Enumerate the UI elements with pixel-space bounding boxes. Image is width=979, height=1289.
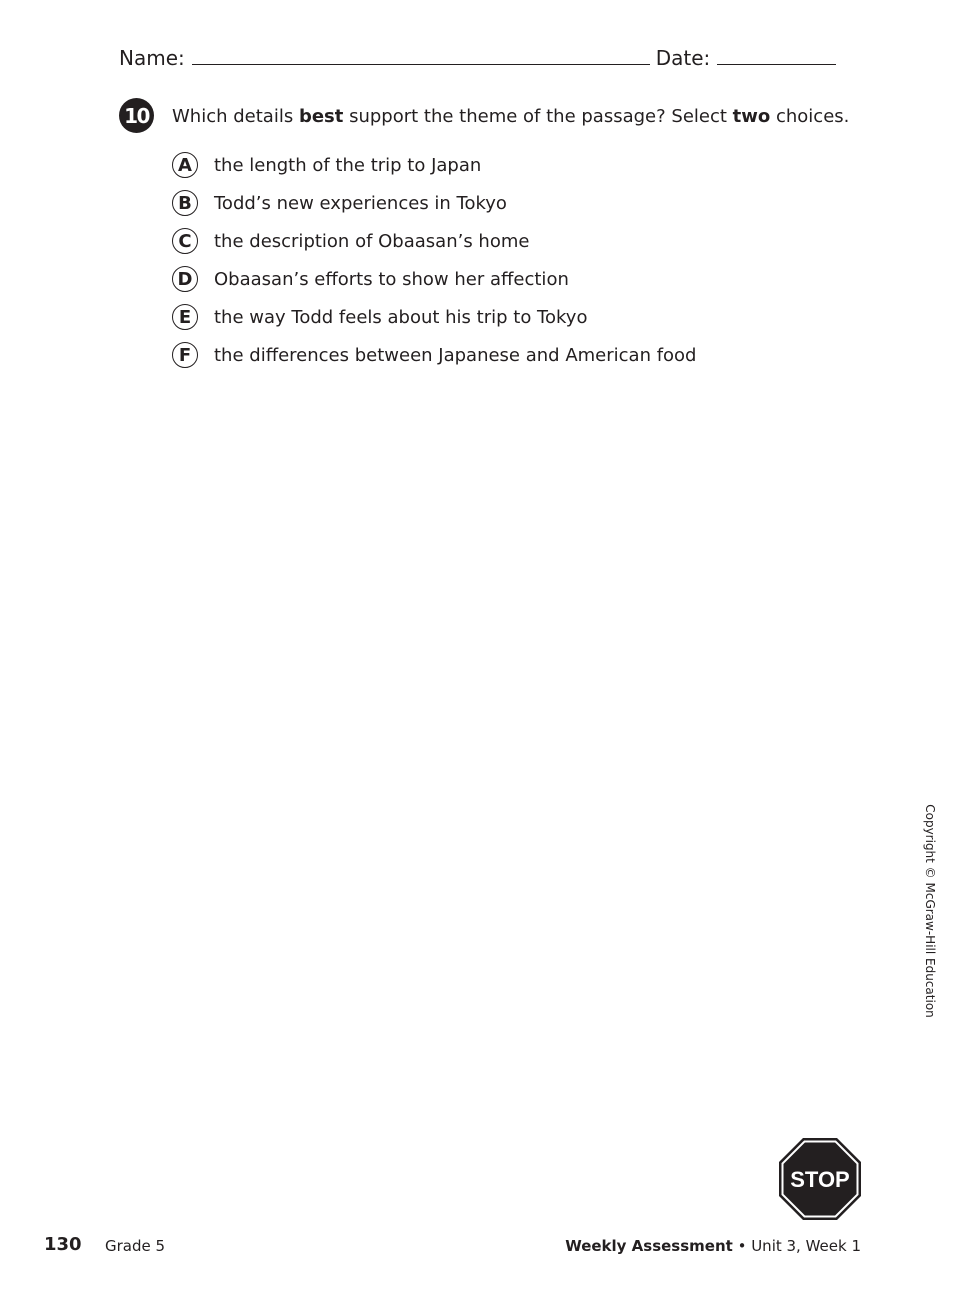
copyright-notice: Copyright © McGraw-Hill Education — [923, 804, 937, 1018]
stop-sign-label: STOP — [790, 1167, 850, 1192]
assessment-title: Weekly Assessment — [565, 1237, 733, 1255]
option-text-d: Obaasan’s efforts to show her affection — [214, 268, 569, 290]
date-label: Date: — [655, 46, 711, 70]
option-d[interactable] — [172, 260, 696, 298]
option-text-c: the description of Obaasan’s home — [214, 230, 530, 252]
option-bubble-c[interactable]: C — [172, 228, 198, 254]
option-text-a: the length of the trip to Japan — [214, 154, 482, 176]
name-label: Name: — [119, 46, 185, 70]
grade-label: Grade 5 — [105, 1237, 166, 1255]
question-prompt — [172, 106, 849, 127]
prompt-part-2: support the theme of the passage? Select — [343, 106, 733, 127]
header — [119, 46, 836, 70]
date-field-line[interactable] — [717, 63, 836, 65]
option-bubble-a[interactable]: A — [172, 152, 198, 178]
prompt-bold-two: two — [732, 106, 771, 127]
unit-week: Unit 3, Week 1 — [751, 1237, 861, 1255]
option-bubble-e[interactable]: E — [172, 304, 198, 330]
option-bubble-d[interactable]: D — [172, 266, 198, 292]
question-number-badge: 10 — [119, 98, 154, 133]
prompt-bold-best: best — [298, 106, 344, 127]
assessment-label — [565, 1237, 861, 1255]
page-number: 130 — [44, 1234, 82, 1255]
prompt-part-1: Which details — [172, 106, 299, 127]
option-text-b: Todd’s new experiences in Tokyo — [214, 192, 507, 214]
stop-sign-icon — [778, 1137, 862, 1221]
option-e[interactable] — [172, 298, 696, 336]
option-f[interactable] — [172, 336, 696, 374]
name-field-line[interactable] — [192, 63, 650, 65]
option-bubble-f[interactable]: F — [172, 342, 198, 368]
footer-separator: • — [732, 1237, 752, 1255]
answer-options — [172, 146, 696, 374]
option-a[interactable] — [172, 146, 696, 184]
option-c[interactable] — [172, 222, 696, 260]
option-bubble-b[interactable]: B — [172, 190, 198, 216]
option-text-f: the differences between Japanese and American food — [214, 344, 697, 366]
option-b[interactable] — [172, 184, 696, 222]
option-text-e: the way Todd feels about his trip to Tokyo — [214, 306, 588, 328]
prompt-part-3: choices. — [770, 106, 850, 127]
